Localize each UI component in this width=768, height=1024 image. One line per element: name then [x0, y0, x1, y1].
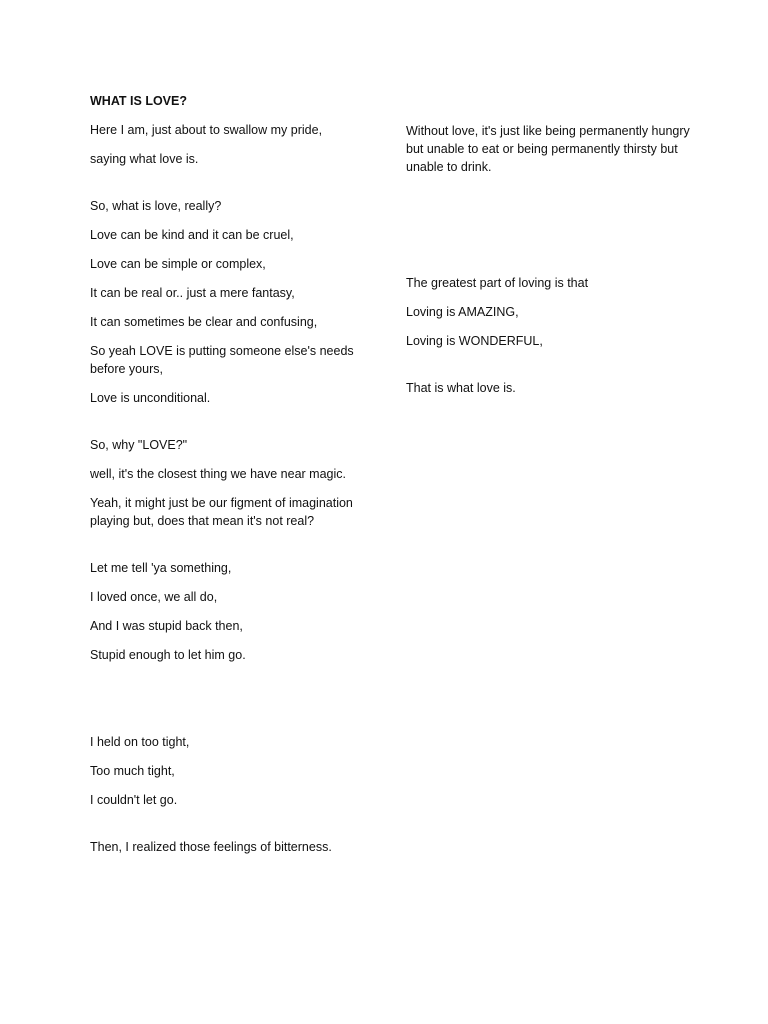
poem-line: The greatest part of loving is that — [406, 276, 589, 290]
poem-line: So, what is love, really? — [90, 199, 222, 213]
poem-line: Yeah, it might just be our figment of imagination playing but, does that mean it's not real? — [90, 496, 353, 528]
poem-line: Stupid enough to let him go. — [90, 648, 246, 662]
right-column — [406, 122, 696, 408]
poem-line: Love can be simple or complex, — [90, 257, 266, 271]
poem-line: Let me tell 'ya something, — [90, 561, 232, 575]
poem-line: So, why "LOVE?" — [90, 438, 188, 452]
poem-line: Loving is AMAZING, — [406, 305, 519, 319]
poem-line: Without love, it's just like being permanently hungry but unable to eat or being permanently thirsty but unable to drink. — [406, 124, 690, 174]
document-title: WHAT IS LOVE? — [90, 94, 187, 108]
poem-line: Loving is WONDERFUL, — [406, 334, 543, 348]
poem-line: Then, I realized those feelings of bitterness. — [90, 840, 332, 854]
poem-line: I loved once, we all do, — [90, 590, 218, 604]
poem-line: That is what love is. — [406, 381, 516, 395]
poem-line: And I was stupid back then, — [90, 619, 243, 633]
poem-line: well, it's the closest thing we have near magic. — [90, 467, 346, 481]
poem-line: Love is unconditional. — [90, 391, 211, 405]
poem-line: Here I am, just about to swallow my pride, — [90, 123, 323, 137]
poem-line: It can sometimes be clear and confusing, — [90, 315, 318, 329]
poem-line: I held on too tight, — [90, 735, 190, 749]
poem-line: It can be real or.. just a mere fantasy, — [90, 286, 295, 300]
poem-line: So yeah LOVE is putting someone else's needs before yours, — [90, 344, 354, 376]
poem-line: I couldn't let go. — [90, 793, 178, 807]
poem-line: saying what love is. — [90, 152, 199, 166]
left-column — [90, 93, 375, 867]
poem-line: Love can be kind and it can be cruel, — [90, 228, 294, 242]
poem-line: Too much tight, — [90, 764, 175, 778]
